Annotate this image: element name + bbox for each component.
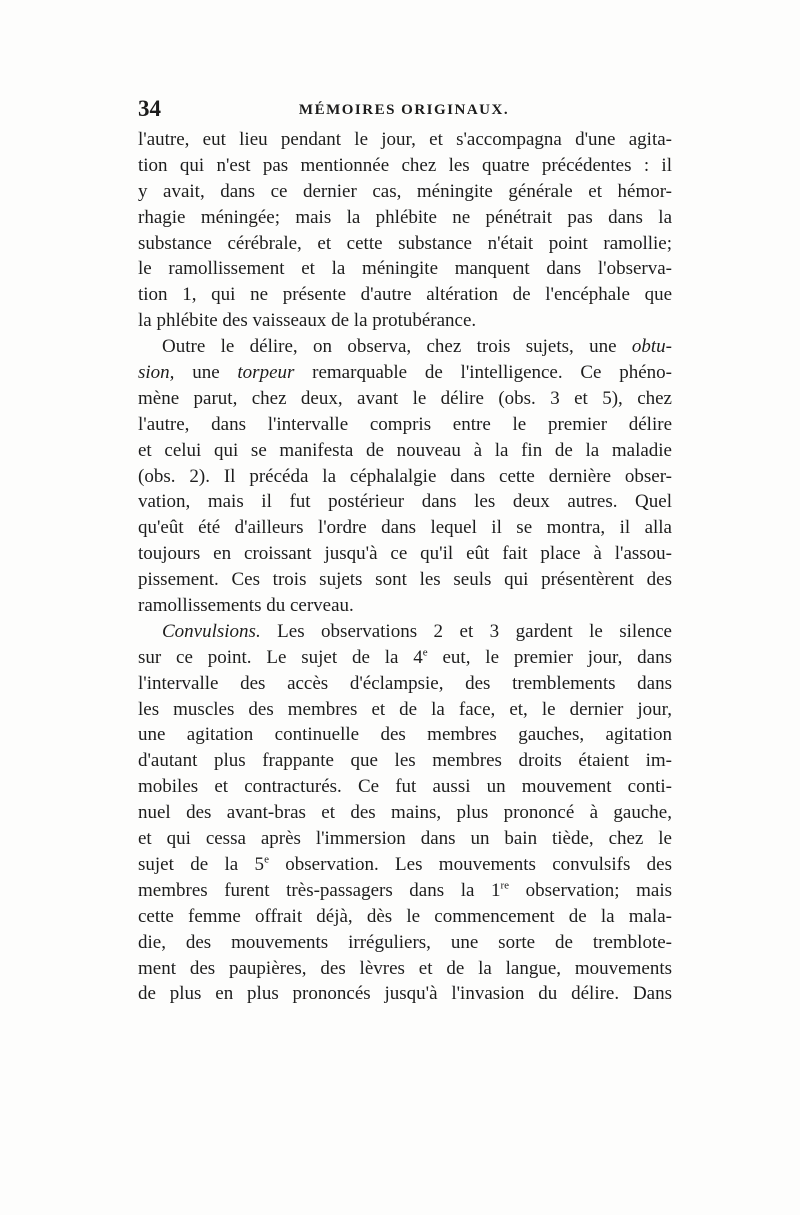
- italic-term: obtu-: [631, 336, 672, 358]
- running-head: [138, 96, 670, 130]
- text-line: rhagie méningée; mais la phlébite ne pénétrait pas dans la: [138, 206, 672, 228]
- text-line: y avait, dans ce dernier cas, méningite générale et hémor-: [138, 180, 672, 202]
- text-line: et celui qui se manifesta de nouveau à la fin de la maladie: [138, 439, 672, 461]
- text-line: vation, mais il fut postérieur dans les deux autres. Quel: [138, 491, 672, 513]
- text-line: le ramollissement et la méningite manquent dans l'observa-: [138, 258, 672, 280]
- text-line: toujours en croissant jusqu'à ce qu'il eût fait place à l'assou-: [138, 543, 672, 565]
- ordinal-superscript: re: [500, 879, 510, 892]
- text-line: l'autre, dans l'intervalle compris entre le premier délire: [138, 413, 672, 435]
- running-title: MÉMOIRES ORIGINAUX.: [298, 102, 510, 118]
- text-line: ment des paupières, des lèvres et de la langue, mouvements: [138, 957, 672, 979]
- text-line: tion 1, qui ne présente d'autre altération de l'encéphale que: [138, 284, 672, 306]
- page-number: 34: [138, 96, 161, 121]
- text-line: pissement. Ces trois sujets sont les seuls qui présentèrent des: [138, 569, 672, 591]
- text-line: la phlébite des vaisseaux de la protubérance.: [138, 310, 477, 332]
- text-line: ramollissements du cerveau.: [138, 595, 354, 617]
- text-line: sujet de la 5e observation. Les mouvements convulsifs des: [138, 853, 673, 875]
- text-line: tion qui n'est pas mentionnée chez les quatre précédentes : il: [138, 154, 672, 176]
- text-line: qu'eût été d'ailleurs l'ordre dans lequel il se montra, il alla: [138, 517, 672, 539]
- text-line: sur ce point. Le sujet de la 4e eut, le premier jour, dans: [138, 646, 672, 668]
- section-heading-convulsions: Convulsions.: [162, 620, 261, 642]
- text-line: die, des mouvements irréguliers, une sorte de tremblote-: [138, 931, 672, 953]
- text-line: membres furent très-passagers dans la 1re observation; mais: [138, 879, 673, 901]
- text-line: d'autant plus frappante que les membres droits étaient im-: [138, 750, 672, 772]
- text-line: (obs. 2). Il précéda la céphalalgie dans cette dernière obser-: [138, 465, 672, 487]
- text-line: les muscles des membres et de la face, et, le dernier jour,: [138, 698, 672, 720]
- text-line: mène parut, chez deux, avant le délire (obs. 3 et 5), chez: [138, 387, 672, 409]
- text-line: l'autre, eut lieu pendant le jour, et s'accompagna d'une agita-: [138, 129, 672, 150]
- text-line: cette femme offrait déjà, dès le commencement de la mala-: [138, 905, 672, 927]
- text-line: l'intervalle des accès d'éclampsie, des tremblements dans: [138, 672, 672, 694]
- text-line: une agitation continuelle des membres gauches, agitation: [138, 724, 672, 746]
- text-line: Outre le délire, on observa, chez trois sujets, une obtu-: [162, 336, 672, 358]
- text-line: sion, une torpeur remarquable de l'intelligence. Ce phéno-: [138, 362, 672, 384]
- text-line: et qui cessa après l'immersion dans un bain tiède, chez le: [138, 828, 672, 850]
- text-line: nuel des avant-bras et des mains, plus prononcé à gauche,: [138, 802, 672, 824]
- text-line: Convulsions. Les observations 2 et 3 gardent le silence: [162, 620, 672, 642]
- italic-term: torpeur: [237, 362, 295, 384]
- ordinal-superscript: e: [422, 646, 428, 659]
- body-text: [138, 127, 672, 1007]
- italic-term: sion,: [138, 362, 175, 384]
- text-line: substance cérébrale, et cette substance n'était point ramollie;: [138, 232, 672, 254]
- ordinal-superscript: e: [264, 853, 269, 866]
- text-line: de plus en plus prononcés jusqu'à l'invasion du délire. Dans: [138, 983, 672, 1005]
- text-line: mobiles et contracturés. Ce fut aussi un mouvement conti-: [138, 776, 672, 798]
